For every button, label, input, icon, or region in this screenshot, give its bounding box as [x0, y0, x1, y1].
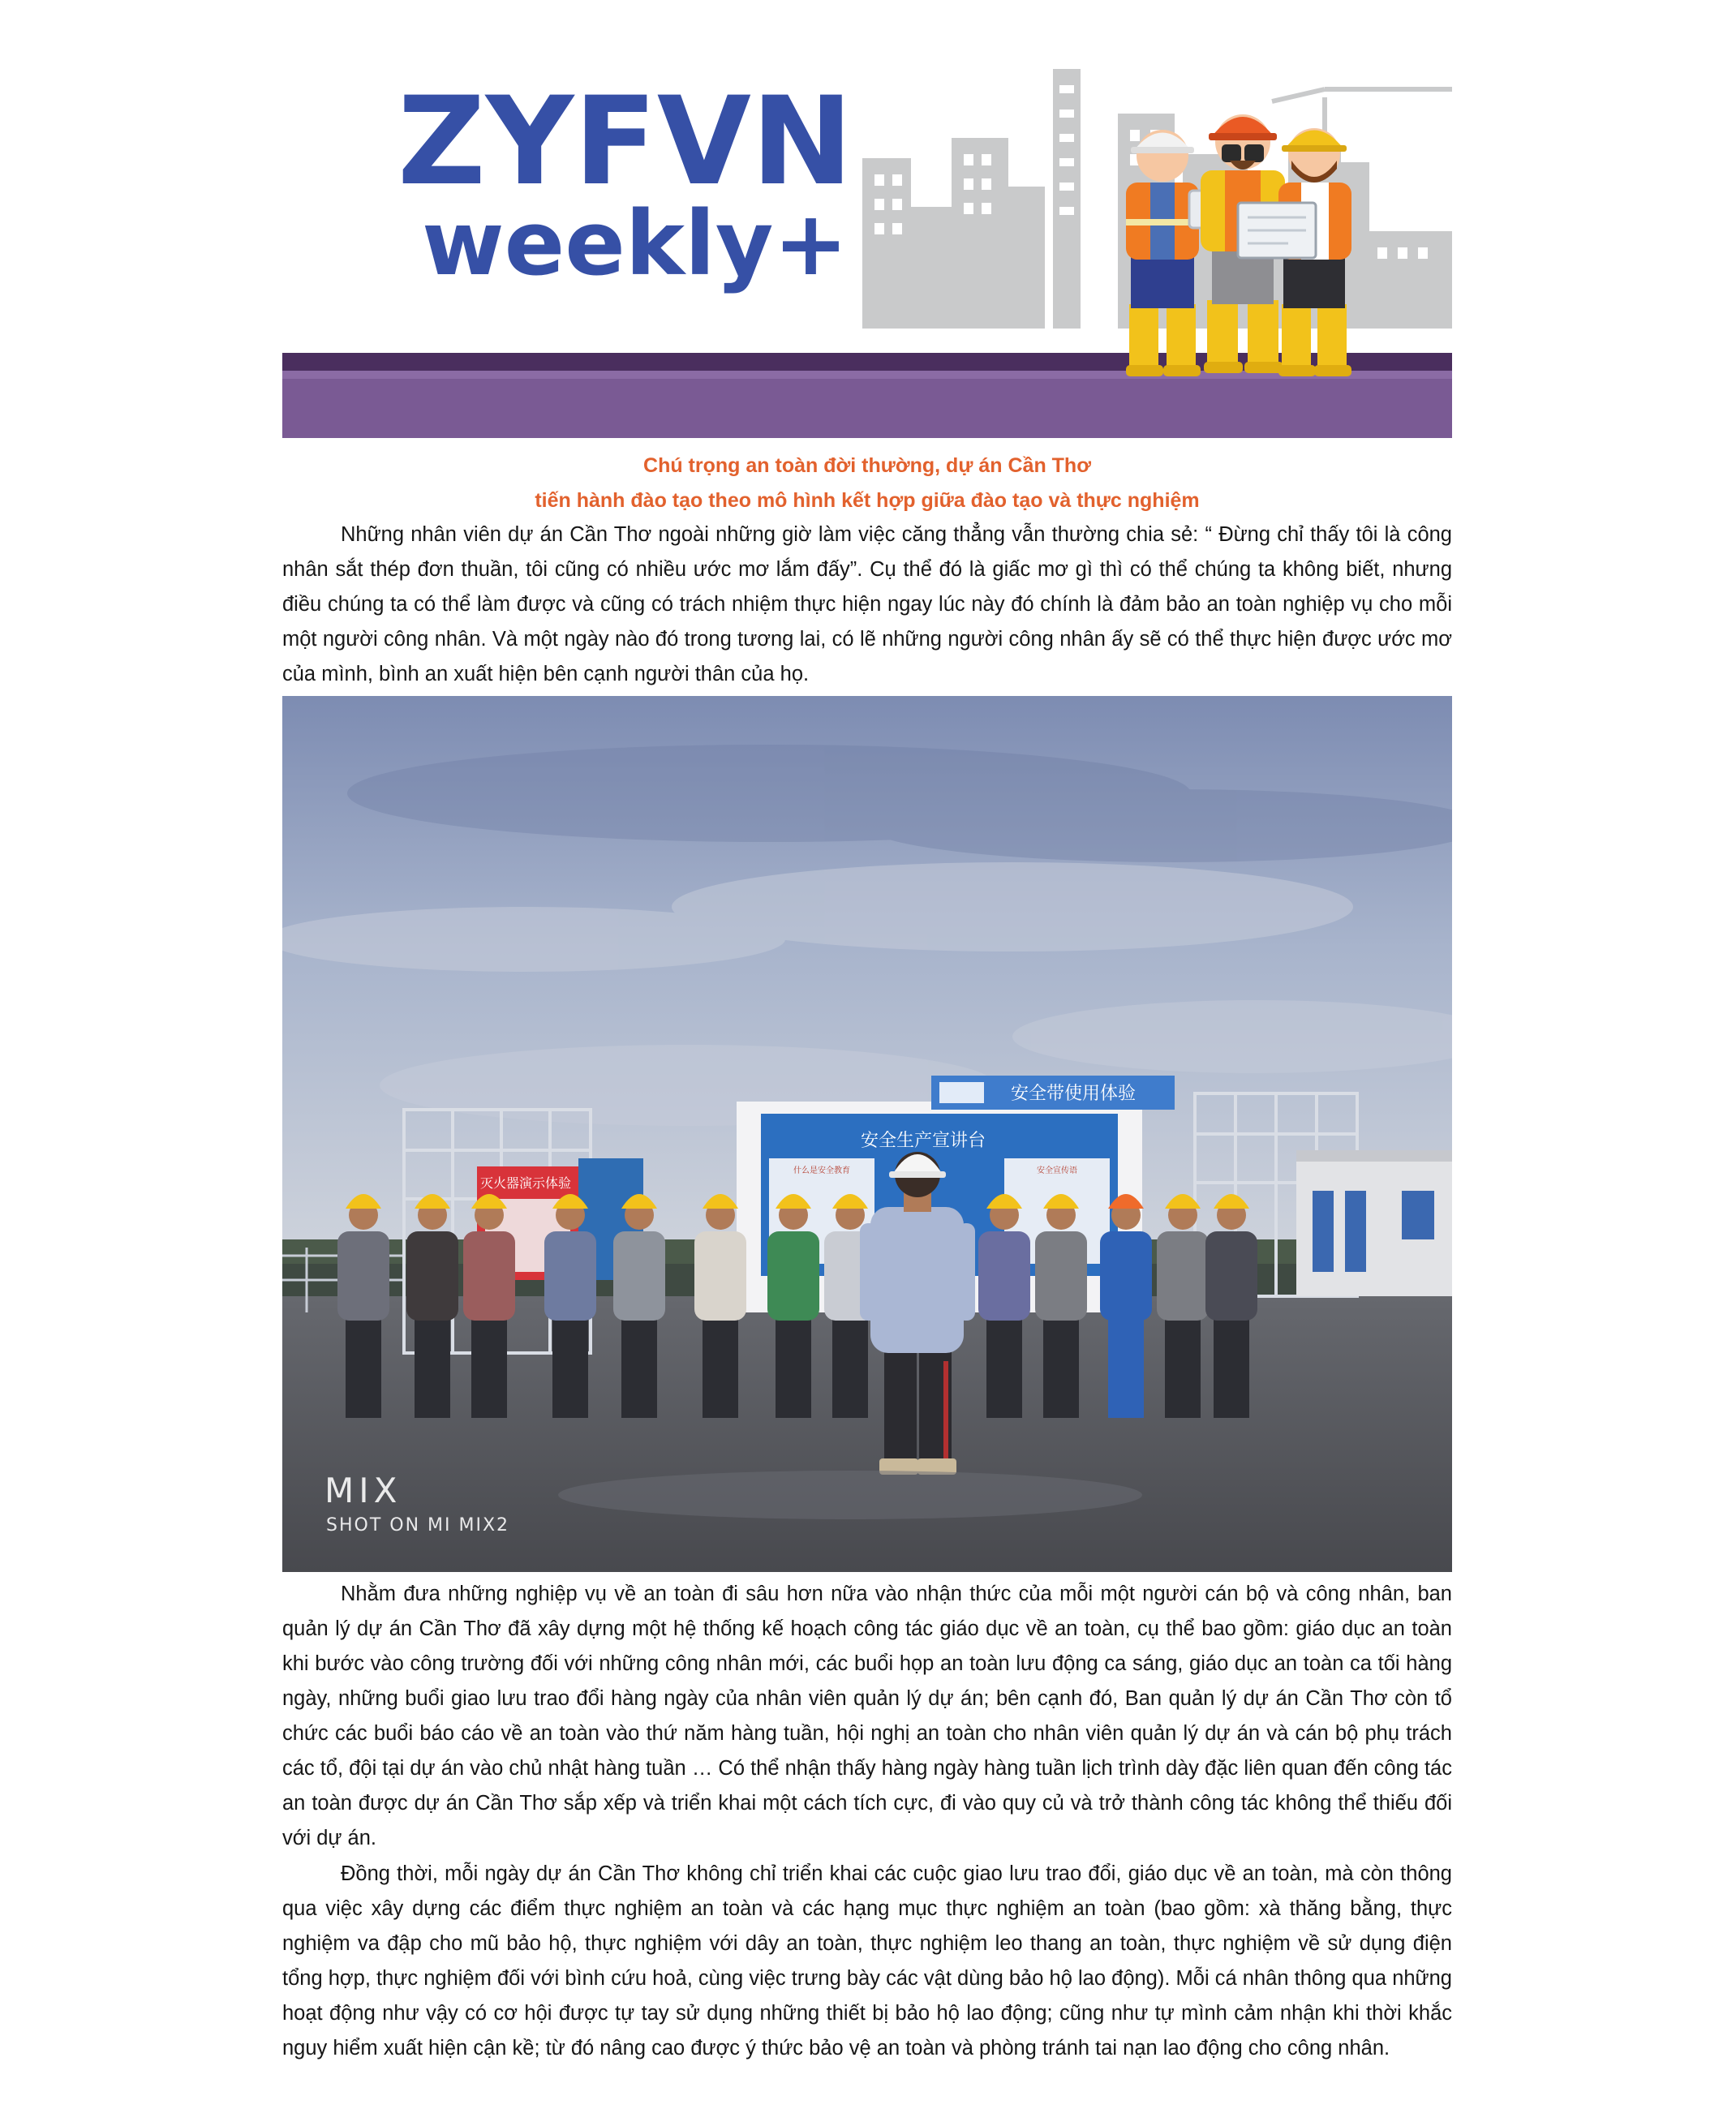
article-paragraph-1: Những nhân viên dự án Cần Thơ ngoài những giờ làm việc căng thẳng vẫn thường chia sẻ: “ Đừng chỉ thấy tôi là công nhân sắt thép đơn thuần, tôi cũng có nhiều ước mơ lắm đấy”. Cụ thể đó là giấc mơ gì thì có thể chúng ta không biết, nhưng điều chúng ta có thể làm được và cũng có trách nhiệm thực hiện ngay lúc này đó chính là đảm bảo an toàn nghiệp vụ cho mỗi một người công nhân. Và một ngày nào đó trong tương lai, có lẽ những người công nhân ấy sẽ có thể thực hiện được ước mơ của mình, bình an xuất hiện bên cạnh người thân của họ.: [282, 523, 1452, 685]
board-right-sign: 安全宣传语: [1037, 1166, 1077, 1175]
headline-line-2: tiến hành đào tạo theo mô hình kết hợp giữa đào tạo và thực nghiệm: [535, 489, 1200, 512]
newsletter-logo-subtitle: weekly+: [422, 191, 849, 295]
safety-training-photo: [282, 696, 1452, 1572]
camera-watermark-brand: MIX: [324, 1471, 402, 1510]
photo-scene: [282, 696, 1452, 1572]
camera-watermark-caption: SHOT ON MI MIX2: [326, 1515, 510, 1536]
newsletter-logo-title: ZYFVN: [397, 71, 853, 213]
article-headline: [282, 449, 1452, 518]
top-banner-sign: 安全带使用体验: [1010, 1084, 1137, 1104]
article-paragraph-2: Nhằm đưa những nghiệp vụ về an toàn đi sâu hơn nữa vào nhận thức của mỗi một người cán bộ và công nhân, ban quản lý dự án Cần Thơ đã xây dựng một hệ thống kế hoạch công tác giáo dục về an toàn, cụ thể bao gồm: giáo dục an toàn khi bước vào công trường đối với những công nhân mới, các buổi họp an toàn lưu động ca sáng, giáo dục an toàn ca tối hàng ngày, những buổi giao lưu trao đổi hàng ngày của nhân viên quản lý dự án; bên cạnh đó, Ban quản lý dự án Cần Thơ còn tổ chức các buổi báo cáo về an toàn vào thứ năm hàng tuần, hội nghị an toàn cho nhân viên quản lý dự án và cán bộ phụ trách các tổ, đội tại dự án vào chủ nhật hàng tuần … Có thể nhận thấy hàng ngày hàng tuần lịch trình dày đặc liên quan đến công tác an toàn được dự án Cần Thơ sắp xếp và triển khai một cách tích cực, đi vào quy củ và trở thành công tác không thể thiếu đối với dự án.: [282, 1583, 1452, 1849]
main-board-sign: 安全生产宣讲台: [860, 1131, 986, 1151]
board-left-sign: 什么是安全教育: [793, 1166, 850, 1175]
headline-line-1: Chú trọng an toàn đời thường, dự án Cần Thơ: [643, 454, 1091, 477]
newsletter-banner: [282, 65, 1452, 438]
red-booth-sign: 灭火器演示体验: [479, 1175, 572, 1191]
article-paragraph-3: Đồng thời, mỗi ngày dự án Cần Thơ không chỉ triển khai các cuộc giao lưu trao đổi, giáo dục về an toàn, mà còn thông qua việc xây dựng các điểm thực nghiệm an toàn và các hạng mục thực nghiệm an toàn (bao gồm: xà thăng bằng, thực nghiệm va đập cho mũ bảo hộ, thực nghiệm với dây an toàn, thực nghiệm leo thang an toàn, thực nghiệm về sử dụng điện tổng hợp, thực nghiệm đối với bình cứu hoả, cùng việc trưng bày các vật dùng bảo hộ lao động). Mỗi cá nhân thông qua những hoạt động như vậy có cơ hội được tự tay sử dụng những thiết bị bảo hộ lao động; cũng như tự mình cảm nhận khi thời khắc nguy hiểm xuất hiện cận kề; từ đó nâng cao được ý thức bảo vệ an toàn và phòng tránh tai nạn lao động cho công nhân.: [282, 1862, 1452, 2060]
